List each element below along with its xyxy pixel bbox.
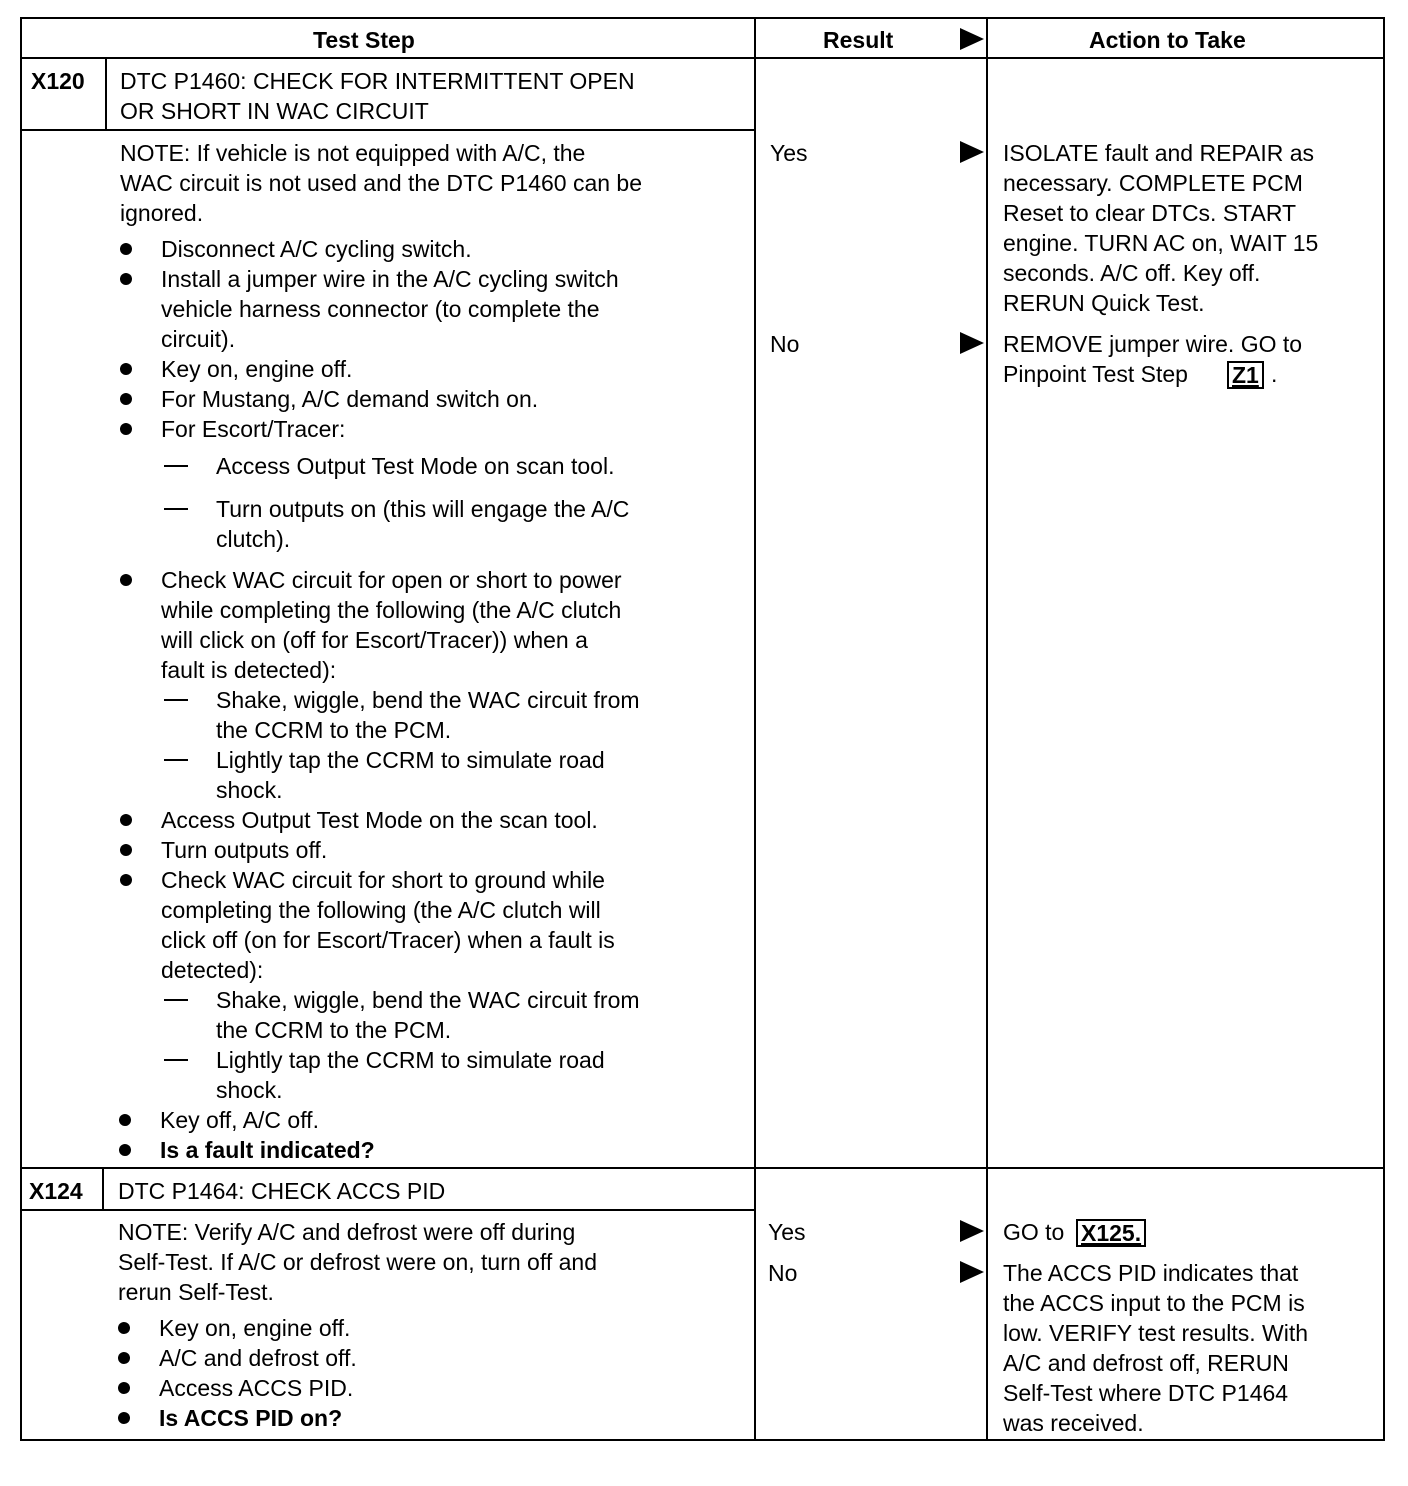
step-subitem: Turn outputs on (this will engage the A/C [216, 496, 630, 522]
header-divider [20, 57, 1385, 59]
step-item: will click on (off for Escort/Tracer)) when a [161, 627, 588, 653]
header-action: Action to Take [1089, 27, 1246, 53]
header-arrow-icon [960, 28, 984, 50]
header-result: Result [823, 27, 894, 53]
step-item: For Escort/Tracer: [161, 416, 346, 442]
header-test-step: Test Step [313, 27, 415, 53]
x120-title-divider [20, 129, 755, 131]
step-subitem: Shake, wiggle, bend the WAC circuit from [216, 687, 640, 713]
bullet-icon [118, 1322, 130, 1334]
bullet-icon [120, 423, 132, 435]
step-item: Disconnect A/C cycling switch. [161, 236, 472, 262]
step-link-x125[interactable]: X125. [1076, 1219, 1146, 1247]
action-line: REMOVE jumper wire. GO to [1003, 331, 1303, 357]
step-item: Access Output Test Mode on the scan tool. [161, 807, 598, 833]
step-subitem: shock. [216, 1077, 283, 1103]
dash-icon [164, 699, 188, 701]
bullet-icon [120, 363, 132, 375]
bullet-icon [120, 393, 132, 405]
action-line: A/C and defrost off, RERUN [1003, 1350, 1289, 1376]
bullet-icon [120, 574, 132, 586]
action-line: GO to [1003, 1219, 1065, 1245]
note-line: WAC circuit is not used and the DTC P1460 can be [120, 170, 643, 196]
note-line: ignored. [120, 200, 204, 226]
action-line: engine. TURN AC on, WAIT 15 [1003, 230, 1319, 256]
step-subitem: Access Output Test Mode on scan tool. [216, 453, 615, 479]
step-item: Key on, engine off. [159, 1315, 351, 1341]
step-item: click off (on for Escort/Tracer) when a fault is [161, 927, 615, 953]
bullet-icon [120, 874, 132, 886]
result-no: No [768, 1260, 798, 1286]
id-column-divider [102, 1167, 104, 1210]
action-line: low. VERIFY test results. With [1003, 1320, 1309, 1346]
step-item: while completing the following (the A/C clutch [161, 597, 622, 623]
x124-title-divider [20, 1209, 755, 1211]
step-subitem: Lightly tap the CCRM to simulate road [216, 1047, 605, 1073]
id-column-divider [105, 57, 107, 130]
step-item: A/C and defrost off. [159, 1345, 357, 1371]
dash-icon [164, 465, 188, 467]
step-subitem: the CCRM to the PCM. [216, 1017, 452, 1043]
action-line: ISOLATE fault and REPAIR as [1003, 140, 1315, 166]
step-title-line: OR SHORT IN WAC CIRCUIT [120, 98, 429, 124]
bullet-icon [120, 844, 132, 856]
step-id-x120: X120 [31, 68, 85, 94]
bullet-icon [119, 1144, 131, 1156]
result-no: No [770, 331, 800, 357]
note-line: NOTE: If vehicle is not equipped with A/C, the [120, 140, 586, 166]
step-subitem: Lightly tap the CCRM to simulate road [216, 747, 605, 773]
section-divider [20, 1167, 1385, 1169]
action-line: The ACCS PID indicates that [1003, 1260, 1299, 1286]
action-line: the ACCS input to the PCM is [1003, 1290, 1305, 1316]
step-title-line: DTC P1460: CHECK FOR INTERMITTENT OPEN [120, 68, 635, 94]
step-item: Key on, engine off. [161, 356, 353, 382]
column-divider-result [754, 17, 756, 1441]
step-item: circuit). [161, 326, 236, 352]
step-subitem: the CCRM to the PCM. [216, 717, 452, 743]
note-line: Self-Test. If A/C or defrost were on, turn off and [118, 1249, 597, 1275]
step-subitem: Shake, wiggle, bend the WAC circuit from [216, 987, 640, 1013]
result-yes: Yes [768, 1219, 806, 1245]
note-line: NOTE: Verify A/C and defrost were off during [118, 1219, 576, 1245]
step-question: Is a fault indicated? [160, 1137, 375, 1163]
arrow-icon [960, 1220, 984, 1242]
note-line: rerun Self-Test. [118, 1279, 274, 1305]
step-item: Key off, A/C off. [160, 1107, 319, 1133]
action-period: . [1271, 361, 1278, 387]
bullet-icon [120, 243, 132, 255]
action-line: was received. [1003, 1410, 1144, 1436]
bullet-icon [118, 1382, 130, 1394]
step-item: Turn outputs off. [161, 837, 328, 863]
action-line: Self-Test where DTC P1464 [1003, 1380, 1289, 1406]
bullet-icon [118, 1352, 130, 1364]
action-line: RERUN Quick Test. [1003, 290, 1205, 316]
action-line: Reset to clear DTCs. START [1003, 200, 1297, 226]
bullet-icon [120, 814, 132, 826]
bullet-icon [118, 1412, 130, 1424]
step-item: vehicle harness connector (to complete the [161, 296, 600, 322]
result-yes: Yes [770, 140, 808, 166]
step-item: Check WAC circuit for open or short to power [161, 567, 622, 593]
step-item: Check WAC circuit for short to ground while [161, 867, 605, 893]
dash-icon [164, 1059, 188, 1061]
bullet-icon [120, 273, 132, 285]
step-link-z1[interactable]: Z1 [1227, 361, 1264, 389]
arrow-icon [960, 141, 984, 163]
step-id-x124: X124 [29, 1178, 83, 1204]
action-line: Pinpoint Test Step [1003, 361, 1188, 387]
action-line: necessary. COMPLETE PCM [1003, 170, 1303, 196]
step-question: Is ACCS PID on? [159, 1405, 343, 1431]
step-item: For Mustang, A/C demand switch on. [161, 386, 539, 412]
bullet-icon [119, 1114, 131, 1126]
step-subitem: shock. [216, 777, 283, 803]
step-item: detected): [161, 957, 264, 983]
step-title-line: DTC P1464: CHECK ACCS PID [118, 1178, 446, 1204]
column-divider-action [986, 17, 988, 1441]
arrow-icon [960, 1261, 984, 1283]
dash-icon [164, 999, 188, 1001]
step-item: Install a jumper wire in the A/C cycling switch [161, 266, 619, 292]
step-item: Access ACCS PID. [159, 1375, 354, 1401]
dash-icon [164, 759, 188, 761]
step-item: fault is detected): [161, 657, 337, 683]
action-line: seconds. A/C off. Key off. [1003, 260, 1261, 286]
dash-icon [164, 508, 188, 510]
arrow-icon [960, 332, 984, 354]
step-subitem: clutch). [216, 526, 291, 552]
step-item: completing the following (the A/C clutch will [161, 897, 601, 923]
